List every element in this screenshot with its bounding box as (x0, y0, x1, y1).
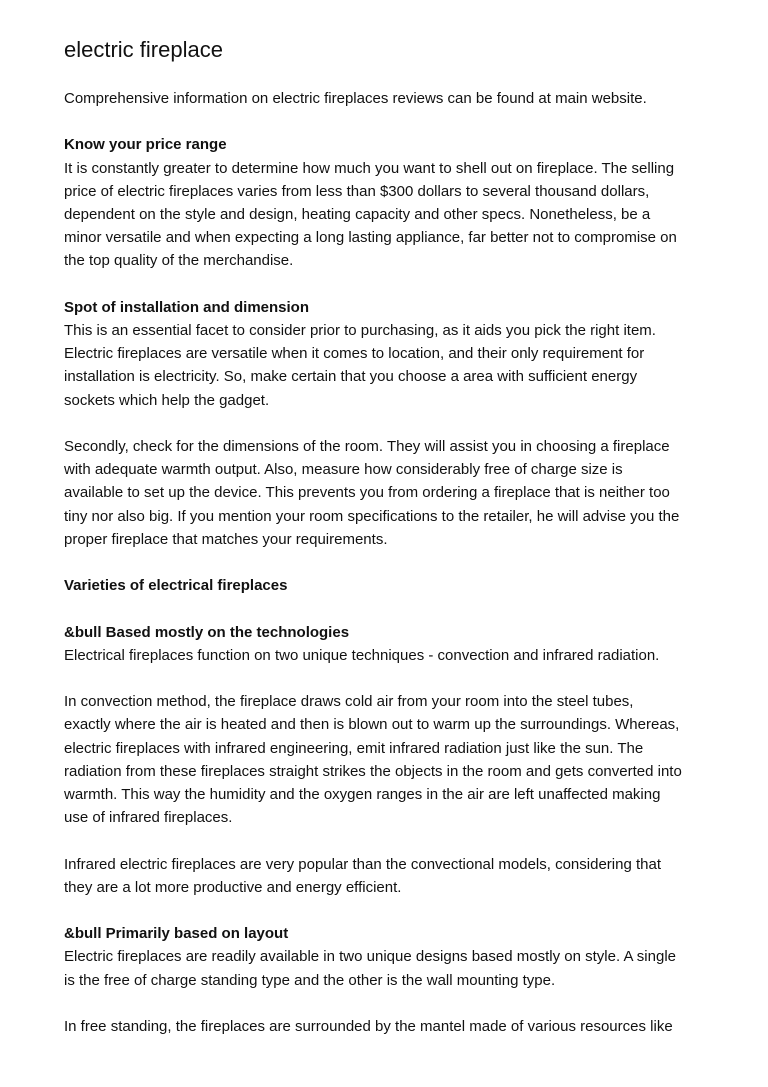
body-line: Electric fireplaces are versatile when it comes to location, and their only requirement for (64, 345, 645, 363)
paragraph-gap (64, 597, 724, 620)
body-line: Electrical fireplaces function on two unique techniques - convection and infrared radiation. (64, 646, 660, 664)
section-heading-varieties: Varieties of electrical fireplaces (64, 577, 288, 595)
paragraph-gap (64, 829, 724, 852)
body-line: sockets which help the gadget. (64, 391, 270, 409)
section-heading-technologies: &bull Based mostly on the technologies (64, 623, 350, 641)
body-line: It is constantly greater to determine how much you want to shell out on fireplace. The selling (64, 159, 675, 177)
paragraph-gap (64, 899, 724, 922)
document-title: electric fireplace (64, 37, 223, 62)
body-line: proper fireplace that matches your requirements. (64, 530, 388, 548)
body-line: Infrared electric fireplaces are very popular than the convectional models, considering that (64, 855, 661, 873)
body-line: This is an essential facet to consider prior to purchasing, as it aids you pick the right item. (64, 322, 656, 339)
intro-text: Comprehensive information on electric fireplaces reviews can be found at main website. (64, 90, 647, 107)
body-line: In free standing, the fireplaces are surrounded by the mantel made of various resources like (64, 1017, 673, 1035)
body-line: electric fireplaces with infrared engineering, emit infrared radiation just like the sun. The (64, 739, 644, 757)
section-heading-installation: Spot of installation and dimension (64, 298, 310, 316)
body-line: dependent on the style and design, heating capacity and other specs. Nonetheless, be a (64, 206, 651, 223)
body-line: installation is electricity. So, make certain that you choose a area with sufficient energy (64, 368, 638, 386)
paragraph-gap (64, 412, 724, 435)
body-line: is the free of charge standing type and the other is the wall mounting type. (64, 971, 556, 989)
body-line: use of infrared fireplaces. (64, 809, 233, 827)
body-line: the top quality of the merchandise. (64, 252, 294, 270)
section-heading-price-range: Know your price range (64, 136, 227, 154)
paragraph-gap (64, 992, 724, 1015)
document-page (64, 30, 724, 1038)
body-line: Electric fireplaces are readily available in two unique designs based mostly on style. A single (64, 948, 676, 966)
body-line: with adequate warmth output. Also, measure how considerably free of charge size is (64, 461, 623, 479)
body-line: available to set up the device. This prevents you from ordering a fireplace that is neither too (64, 484, 670, 502)
section-heading-layout: &bull Primarily based on layout (64, 925, 289, 943)
body-line: Secondly, check for the dimensions of the room. They will assist you in choosing a fireplace (64, 438, 670, 455)
body-line: warmth. This way the humidity and the oxygen ranges in the air are left unaffected making (64, 786, 661, 803)
body-line: exactly where the air is heated and then is blown out to warm up the surroundings. Whereas, (64, 716, 680, 734)
body-line: radiation from these fireplaces straight strikes the objects in the room and gets converted into (64, 762, 682, 780)
paragraph-gap (64, 667, 724, 690)
body-line: tiny nor also big. If you mention your room specifications to the retailer, he will advise you the (64, 507, 680, 525)
body-line: price of electric fireplaces varies from less than $300 dollars to several thousand dollars, (64, 182, 650, 200)
paragraph-gap (64, 110, 724, 133)
paragraph-gap (64, 551, 724, 574)
paragraph-gap (64, 273, 724, 296)
body-line: minor versatile and when expecting a long lasting appliance, far better not to compromise on (64, 229, 677, 247)
body-line: they are a lot more productive and energy efficient. (64, 878, 402, 896)
body-line: In convection method, the fireplace draws cold air from your room into the steel tubes, (64, 693, 634, 711)
